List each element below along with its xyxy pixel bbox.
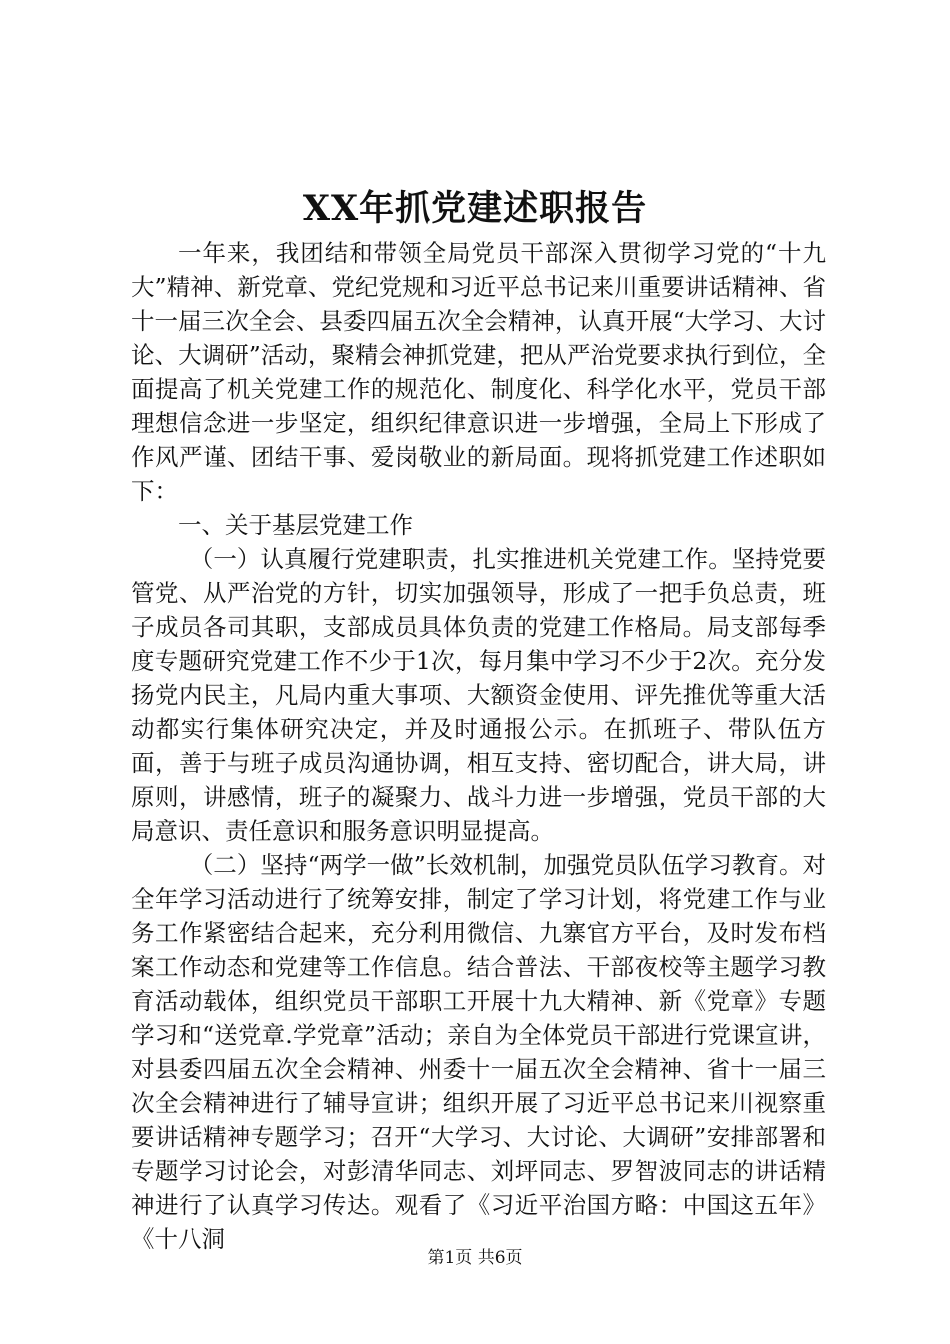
page-number: 第1页 共6页	[427, 1248, 523, 1268]
paragraph-item-2: （二）坚持“两学一做”长效机制，加强党员队伍学习教育。对全年学习活动进行了统筹安排，制定了学习计划，将党建工作与业务工作紧密结合起来，充分利用微信、九寨官方平台，及时发布档案工作动态和党建等工作信息。结合普法、干部夜校等主题学习教育活动载体，组织党员干部职工开展十九大精神、新《党章》专题学习和“送党章.学党章”活动；亲自为全体党员干部进行党课宣讲，对县委四届五次全会精神、州委十一届五次全会精神、省十一届三次全会精神进行了辅导宣讲；组织开展了习近平总书记来川视察重要讲话精神专题学习；召开“大学习、大讨论、大调研”安排部署和专题学习讨论会，对彭清华同志、刘坪同志、罗智波同志的讲话精神进行了认真学习传达。观看了《习近平治国方略：中国这五年》《十八洞	[131, 851, 826, 1253]
paragraph-item-1: （一）认真履行党建职责，扎实推进机关党建工作。坚持党要管党、从严治党的方针，切实加强领导，形成了一把手负总责，班子成员各司其职，支部成员具体负责的党建工作格局。局支部每季度专题研究党建工作不少于1次，每月集中学习不少于2次。充分发扬党内民主，凡局内重大事项、大额资金使用、评先推优等重大活动都实行集体研究决定，并及时通报公示。在抓班子、带队伍方面，善于与班子成员沟通协调，相互支持、密切配合，讲大局，讲原则，讲感情，班子的凝聚力、战斗力进一步增强，党员干部的大局意识、责任意识和服务意识明显提高。	[131, 545, 826, 845]
intro-paragraph: 一年来，我团结和带领全局党员干部深入贯彻学习党的“十九大”精神、新党章、党纪党规和习近平总书记来川重要讲话精神、省十一届三次全会、县委四届五次全会精神，认真开展“大学习、大讨论、大调研”活动，聚精会神抓党建，把从严治党要求执行到位，全面提高了机关党建工作的规范化、制度化、科学化水平，党员干部理想信念进一步坚定，组织纪律意识进一步增强，全局上下形成了作风严谨、团结干事、爱岗敬业的新局面。现将抓党建工作述职如下：	[131, 239, 826, 505]
section-heading: 一、关于基层党建工作	[178, 511, 413, 539]
document-body	[131, 236, 826, 1256]
document-title: XX年抓党建述职报告	[302, 188, 648, 229]
